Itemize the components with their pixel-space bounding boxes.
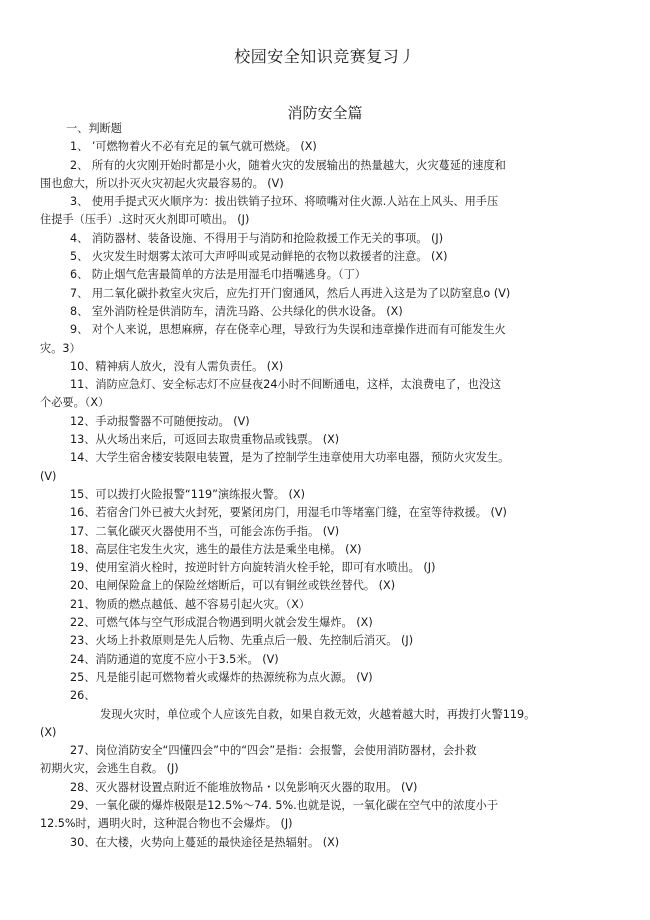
question-27: 27、岗位消防安全“四懂四会”中的“四会”是指：会报警，会使用消防器材，会扑救 (70, 744, 477, 758)
question-11: 11、消防应急灯、安全标志灯不应昼夜24小时不间断通电，这样，太浪费电了，也没这 (70, 378, 502, 392)
question-9: 9、 对个人来说，思想麻痹，存在侥幸心理，导致行为失误和违章操作进而有可能发生火 (70, 323, 506, 337)
question-6: 6、 防止烟气危害最简单的方法是用湿毛巾捂嘴逃身。（丁） (70, 268, 366, 282)
question-12: 12、手动报警器不可随便按动。 (V) (70, 414, 250, 428)
question-2-cont: 围也愈大，所以扑灭火灾初起火灾最容易的。 (V) (40, 176, 284, 190)
question-7: 7、 用二氧化碳扑救室火灾后，应先打开门窗通风，然后人再进入这是为了以防窒息o (V) (70, 286, 511, 300)
question-8: 8、 室外消防栓是供消防车，清洗马路、公共绿化的供水设备。 (X) (70, 304, 403, 318)
question-10: 10、精神病人放火，没有人需负责任。 (X) (70, 359, 284, 373)
question-19: 19、使用室消火栓时，按逆时针方向旋转消火栓手轮，即可有水喷出。 (J) (70, 561, 436, 575)
question-3: 3、 使用手提式灭火顺序为：拔出铁销子拉环、将喷嘴对住火源.人站在上风头、用手压 (70, 195, 499, 209)
document-title: 校园安全知识竞赛复习丿 (234, 47, 416, 66)
question-26-cont: 发现火灾时，单位或个人应该先自救，如果自救无效，火越着越大时，再拨打火警119。 (100, 707, 536, 721)
question-26: 26、 (70, 689, 96, 703)
question-2: 2、 所有的火灾刚开始时都是小火，随着火灾的发展输出的热量越大，火灾蔓延的速度和 (70, 158, 506, 172)
question-29-cont: 12.5%时，遇明火时，这种混合物也不会爆炸。 (J) (40, 817, 293, 831)
question-13: 13、从火场出来后，可返回去取贵重物品或钱票。 (X) (70, 433, 340, 447)
question-22: 22、可燃气体与空气形成混合物遇到明火就会发生爆炸。 (X) (70, 616, 373, 630)
question-14: 14、大学生宿舍楼安装限电装置，是为了控制学生违章使用大功率电器，预防火灾发生。 (70, 451, 510, 465)
question-11-cont: 个必要。（X） (40, 396, 110, 410)
part-heading: 一、判断题 (66, 122, 122, 135)
question-30: 30、在大楼，火势向上蔓延的最快途径是热辐射。 (X) (70, 835, 340, 849)
question-9-cont: 灾。3） (40, 341, 81, 355)
question-list (40, 120, 622, 852)
question-18: 18、高层住宅发生火灾，逃生的最佳方法是乘坐电梯。 (X) (70, 542, 362, 556)
question-17: 17、二氧化碳灭火器使用不当，可能会冻伤手指。 (V) (70, 524, 340, 538)
question-27-cont: 初期火灾，会逃生自救。 (J) (40, 762, 179, 776)
question-21: 21、物质的燃点越低、越不容易引起火灾。（X） (70, 597, 311, 611)
question-28: 28、灭火器材设置点附近不能堆放物品・以免影响灭火器的取用。 (V) (70, 780, 418, 794)
question-23: 23、火场上扑救原则是先人后物、先重点后一般、先控制后消灭。 (J) (70, 634, 414, 648)
question-3-cont: 住提手（压手）.这时灭火剂即可喷出。 (J) (40, 213, 250, 227)
question-5: 5、 火灾发生时烟雾太浓可大声呼叫或晃动鲜艳的衣物以救援者的注意。 (X) (70, 250, 448, 264)
question-16: 16、若宿舍门外已被大火封死，要紧闭房门，用湿毛巾等堵塞门缝，在室等待救援。 (V) (70, 506, 507, 520)
section-title: 消防安全篇 (287, 104, 363, 122)
question-26-answer: (X) (40, 725, 57, 739)
question-20: 20、电闸保险盒上的保险丝熔断后，可以有铜丝或铁丝替代。 (X) (70, 579, 396, 593)
question-25: 25、凡是能引起可燃物着火或爆炸的热源统称为点火源。 (V) (70, 670, 373, 684)
question-15: 15、可以拨打火险报警“119”演练报火警。 (X) (70, 487, 305, 501)
question-4: 4、 消防器材、装备设施、不得用于与消防和抢险救援工作无关的事项。 (J) (70, 231, 444, 245)
question-24: 24、消防通道的宽度不应小于3.5米。 (V) (70, 652, 279, 666)
question-14-cont: (V) (40, 469, 57, 483)
question-1: 1、 ’可燃物着火不必有充足的氧气就可燃烧。 (X) (70, 140, 317, 154)
question-29: 29、一氧化碳的爆炸极限是12.5%～74. 5%.也就是说，一氧化碳在空气中的浓度小于 (70, 798, 499, 812)
